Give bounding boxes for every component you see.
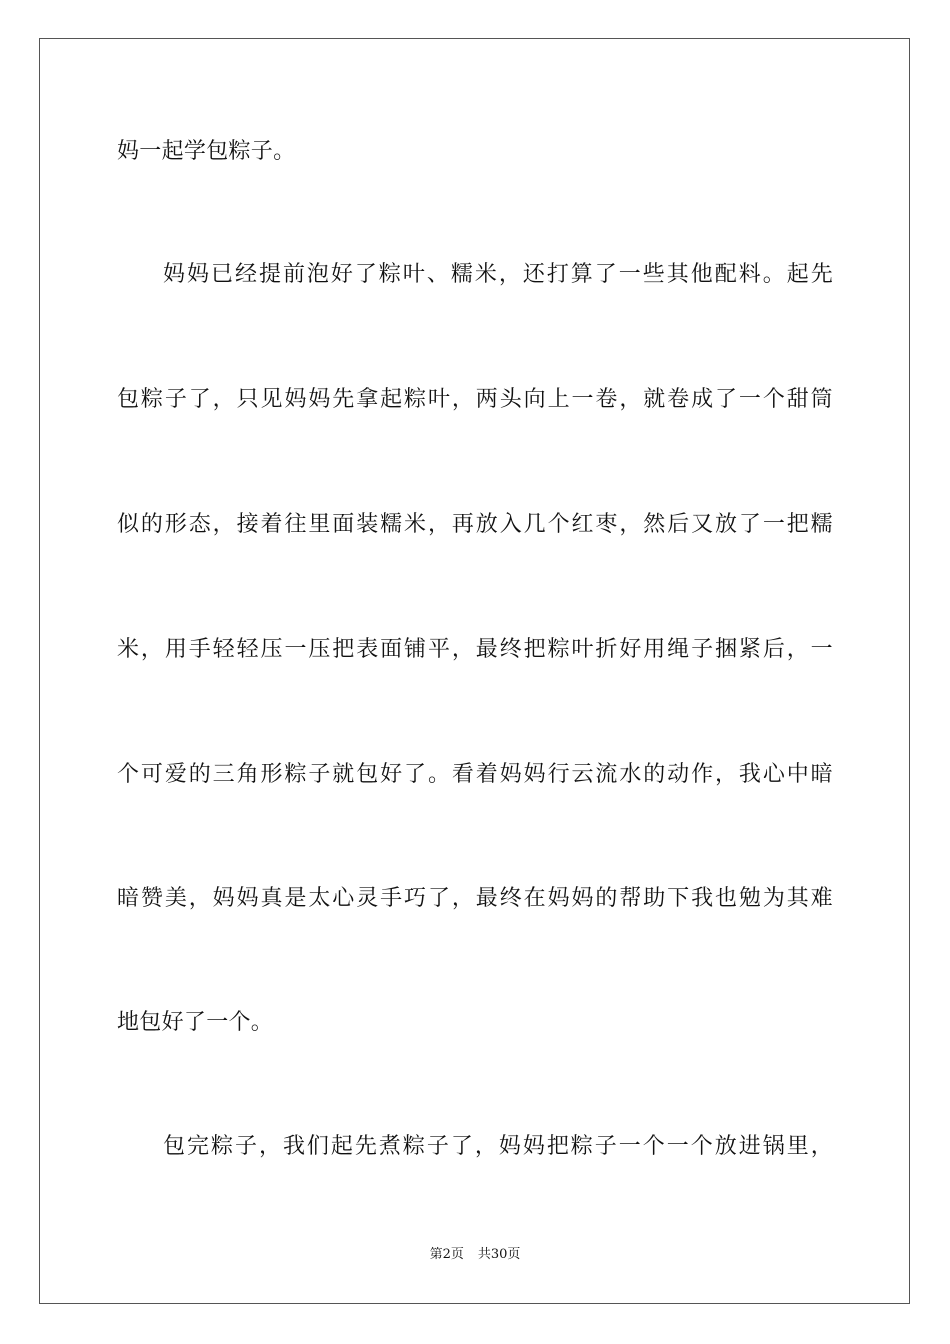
paragraph-line: 妈妈已经提前泡好了粽叶、糯米，还打算了一些其他配料。起先 [163, 262, 833, 287]
paragraph-line: 似的形态，接着往里面装糯米，再放入几个红枣，然后又放了一把糯 [117, 512, 833, 537]
paragraph-line: 包完粽子，我们起先煮粽子了，妈妈把粽子一个一个放进锅里， [163, 1134, 833, 1159]
page-total: 共30页 [477, 1247, 521, 1262]
page-footer [0, 1245, 950, 1265]
page-number: 第2页 [429, 1247, 464, 1262]
paragraph-line: 包粽子了，只见妈妈先拿起粽叶，两头向上一卷，就卷成了一个甜筒 [117, 387, 833, 412]
paragraph-line: 地包好了一个。 [117, 1010, 274, 1035]
paragraph-line: 暗赞美，妈妈真是太心灵手巧了，最终在妈妈的帮助下我也勉为其难 [117, 886, 833, 911]
paragraph-line: 妈一起学包粽子。 [117, 139, 296, 164]
paragraph-line: 个可爱的三角形粽子就包好了。看着妈妈行云流水的动作，我心中暗 [117, 762, 833, 787]
page-border [39, 38, 910, 1304]
paragraph-line: 米，用手轻轻压一压把表面铺平，最终把粽叶折好用绳子捆紧后，一 [117, 637, 833, 662]
